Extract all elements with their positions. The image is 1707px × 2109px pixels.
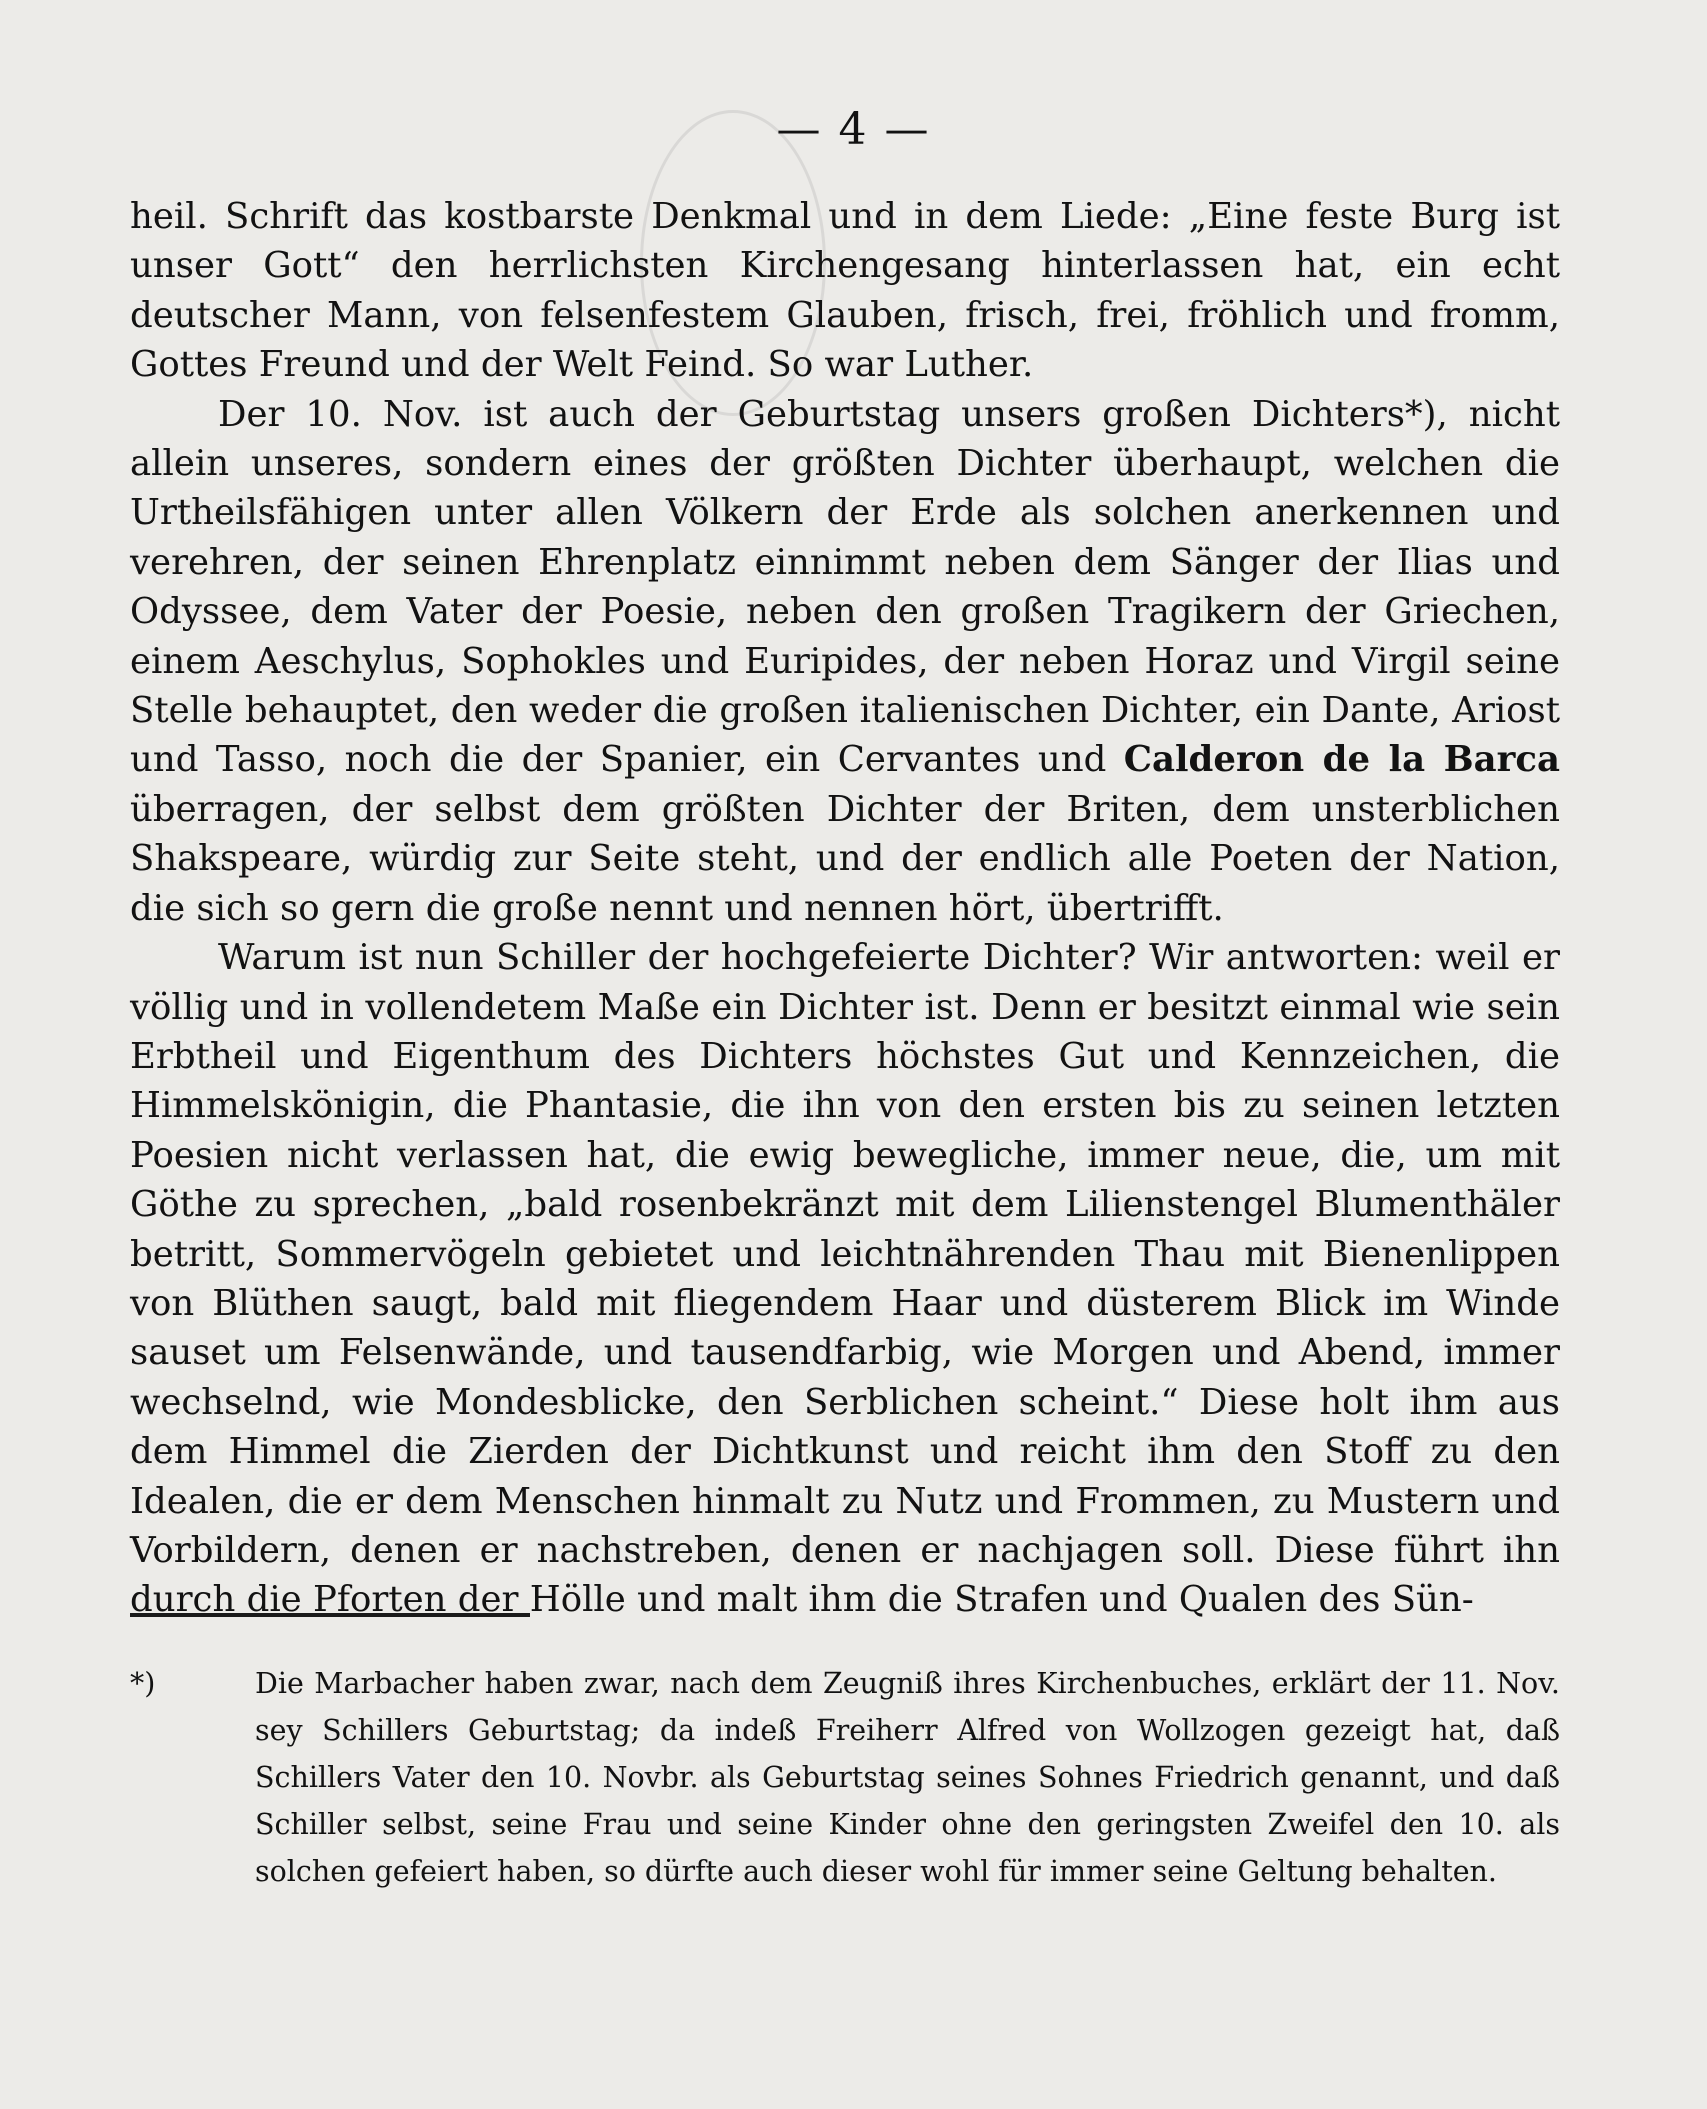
footnote: [130, 1660, 1560, 1895]
paragraph-text: überragen, der selbst dem größten Dichter der Briten, dem unsterblichen Shakspeare, würdig zur Seite steht, und der endlich alle Poeten der Nation, die sich so gern die große nennt und nennen hört, übertrifft.: [130, 788, 1560, 929]
paragraph-why-schiller: [130, 933, 1560, 1625]
footnote-divider: [130, 1613, 530, 1617]
paragraph-text: Warum ist nun Schiller der hochgefeierte Dichter? Wir antworten: weil er völlig und in vollendetem Maße ein Dichter ist. Denn er besitzt einmal wie sein Erbtheil und Eigenthum des Dichters höchstes Gut und Kennzeichen, die Himmelskönigin, die Phantasie, die ihn von den ersten bis zu seinen letzten Poesien nicht verlassen hat, die ewig bewegliche, immer neue, die, um mit Göthe zu sprechen, „bald rosenbekränzt mit dem Lilienstengel Blumenthäler betritt, Sommervögeln gebietet und leichtnährenden Thau mit Bienenlippen von Blüthen saugt, bald mit fliegendem Haar und düsterem Blick im Winde sauset um Felsenwände, und tausendfarbig, wie Morgen und Abend, immer wechselnd, wie Mondesblicke, den Serblichen scheint.“ Diese holt ihm aus dem Himmel die Zierden der Dichtkunst und reicht ihm den Stoff zu den Idealen, die er dem Menschen hinmalt zu Nutz und Frommen, zu Mustern und Vorbildern, denen er nachstreben, denen er nachjagen soll. Diese führt ihn durch die Pforten der Hölle und malt ihm die Strafen und Qualen des Sün-: [130, 937, 1560, 1621]
page-number: — 4 —: [776, 104, 931, 155]
paragraph-schiller-birthday: [130, 390, 1560, 933]
paragraph-text: heil. Schrift das kostbarste Denkmal und in dem Liede: „Eine feste Burg ist unser Gott“ den herrlichsten Kirchengesang hinterlassen hat, ein echt deutscher Mann, von felsenfestem Glauben, frisch, frei, fröhlich und fromm, Gottes Freund und der Welt Feind. So war Luther.: [130, 196, 1560, 386]
paragraph-text: Der 10. Nov. ist auch der Geburtstag unsers großen Dichters*), nicht allein unseres, sondern eines der größten Dichter überhaupt, welchen die Urtheilsfähigen unter allen Völkern der Erde als solchen anerkennen und verehren, der seinen Ehrenplatz einnimmt neben dem Sänger der Ilias und Odyssee, dem Vater der Poesie, neben den großen Tragikern der Griechen, einem Aeschylus, Sophokles und Euripides, der neben Horaz und Virgil seine Stelle behauptet, den weder die großen italienischen Dichter, ein Dante, Ariost und Tasso, noch die der Spanier, ein Cervantes und: [130, 393, 1560, 781]
paragraph-luther-ending: [130, 192, 1560, 390]
footnote-text: Die Marbacher haben zwar, nach dem Zeugniß ihres Kirchenbuches, erklärt der 11. Nov. sey Schillers Geburtstag; da indeß Freiherr Alfred von Wollzogen gezeigt hat, daß Schillers Vater den 10. Novbr. als Geburtstag seines Sohnes Friedrich genannt, und daß Schiller selbst, seine Frau und seine Kinder ohne den geringsten Zweifel den 10. als solchen gefeiert haben, so dürfte auch dieser wohl für immer seine Geltung behalten.: [255, 1667, 1560, 1888]
body-text: [130, 192, 1560, 1625]
calderon-name: Calderon de la Barca: [1123, 739, 1560, 781]
footnote-marker: *): [130, 1667, 156, 1700]
